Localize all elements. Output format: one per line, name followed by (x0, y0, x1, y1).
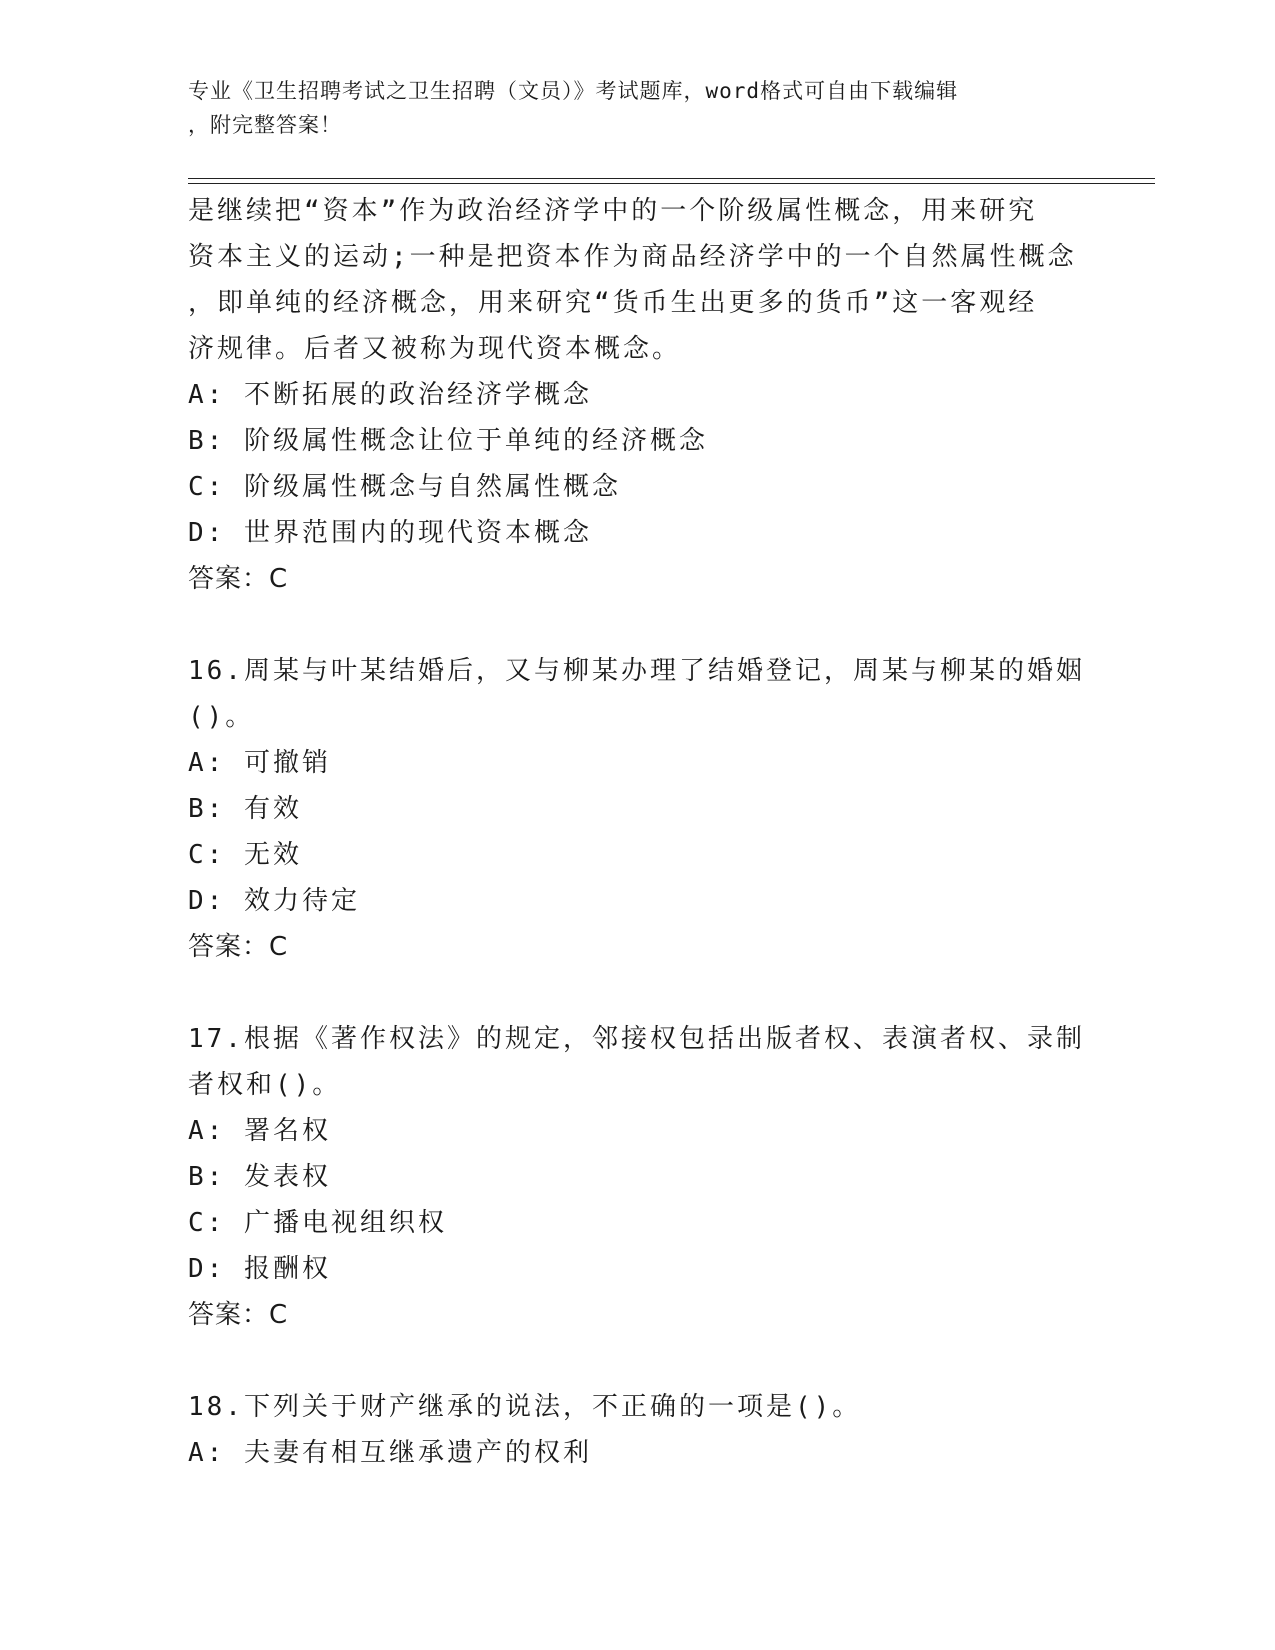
option-c: C: 无效 (188, 840, 302, 870)
document-body (188, 188, 1088, 1476)
question-text-line: 是继续把“资本”作为政治经济学中的一个阶级属性概念，用来研究 (188, 196, 1038, 226)
spacer (188, 602, 1088, 648)
question-text-line: 者权和()。 (188, 1070, 342, 1100)
header-line-2: ，附完整答案！ (188, 113, 342, 137)
option-d: D: 世界范围内的现代资本概念 (188, 518, 592, 548)
question-text-line: 18.下列关于财产继承的说法，不正确的一项是()。 (188, 1392, 862, 1422)
question-16 (188, 648, 1088, 970)
spacer (188, 970, 1088, 1016)
question-text-line: ，即单纯的经济概念，用来研究“货币生出更多的货币”这一客观经 (188, 288, 1038, 318)
header-divider-bottom (188, 183, 1155, 184)
option-a: A: 可撤销 (188, 748, 331, 778)
option-b: B: 阶级属性概念让位于单纯的经济概念 (188, 426, 708, 456)
question-text-line: 济规律。后者又被称为现代资本概念。 (188, 334, 682, 364)
option-c: C: 广播电视组织权 (188, 1208, 447, 1238)
answer: 答案：C (188, 932, 289, 962)
question-18 (188, 1384, 1088, 1476)
option-b: B: 有效 (188, 794, 302, 824)
option-d: D: 效力待定 (188, 886, 360, 916)
option-a: A: 夫妻有相互继承遗产的权利 (188, 1438, 592, 1468)
answer: 答案：C (188, 1300, 289, 1330)
question-text-line: 16.周某与叶某结婚后，又与柳某办理了结婚登记，周某与柳某的婚姻 (188, 656, 1085, 686)
question-text-line: ()。 (188, 702, 255, 732)
option-a: A: 不断拓展的政治经济学概念 (188, 380, 592, 410)
answer: 答案：C (188, 564, 289, 594)
option-c: C: 阶级属性概念与自然属性概念 (188, 472, 621, 502)
document-header (188, 74, 1088, 142)
option-d: D: 报酬权 (188, 1254, 331, 1284)
option-a: A: 署名权 (188, 1116, 331, 1146)
question-15 (188, 188, 1088, 602)
option-b: B: 发表权 (188, 1162, 331, 1192)
question-17 (188, 1016, 1088, 1338)
header-line-1: 专业《卫生招聘考试之卫生招聘（文员）》考试题库，word格式可自由下载编辑 (188, 79, 959, 103)
question-text-line: 资本主义的运动;一种是把资本作为商品经济学中的一个自然属性概念 (188, 242, 1077, 272)
spacer (188, 1338, 1088, 1384)
header-divider-top (188, 178, 1155, 179)
question-text-line: 17.根据《著作权法》的规定，邻接权包括出版者权、表演者权、录制 (188, 1024, 1085, 1054)
